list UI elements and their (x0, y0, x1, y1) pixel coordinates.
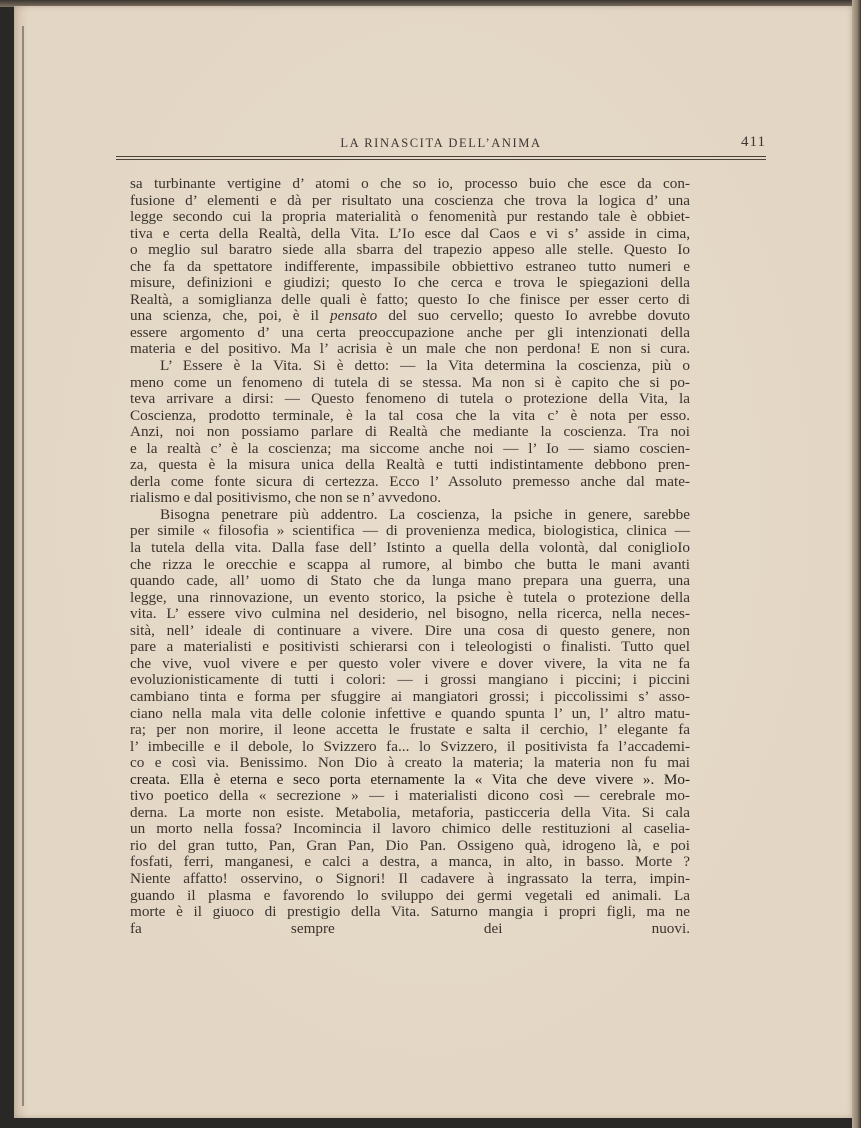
text-line: per simile « filosofia » scientifica — di provenienza medica, biologistica, clinica — (130, 522, 690, 540)
text-line: che fa da spettatore indifferente, impassibile obbiettivo estraneo tutto numeri e (130, 257, 690, 275)
text-line: Realtà, a somiglianza delle quali è fatto; questo Io che finisce per esser certo di (130, 290, 690, 308)
paragraph-end-line: rialismo e dal positivismo, che non se n’ avvedono. (130, 489, 442, 507)
text-line: sità, nell’ ideale di continuare a vivere. Dire una cosa di questo genere, non (130, 621, 690, 639)
text-line: fa sempre dei nuovi. (130, 919, 690, 937)
text-line: l’ imbecille e il debole, lo Svizzero fa... lo Svizzero, il positivista fa l’accademi- (130, 737, 690, 755)
gutter-shadow (22, 26, 24, 1106)
text-line: za, questa è la misura unica della Realtà e tutti indistintamente debbono pren- (130, 456, 690, 474)
text-line: Niente affatto! osservino, o Signori! Il cadavere à ingrassato la terra, impin- (130, 869, 690, 887)
text-line: un morto nella fossa? Incomincia il lavoro chimico delle restituzioni al caselia- (130, 820, 690, 838)
body-text (130, 176, 690, 937)
text-line: che rizza le orecchie e scappa al rumore, al bimbo che butta le mani avanti (130, 555, 690, 573)
text-line: Anzi, noi non possiamo parlare di Realtà che mediante la coscienza. Tra noi (130, 423, 690, 441)
text-line: tivo poetico della « secrezione » — i materialisti dicono così — cerebrale mo- (130, 787, 690, 805)
text-line: che vive, vuol vivere e per questo voler vivere e dover vivere, la vita ne fa (130, 654, 690, 672)
text-line: cambiano tinta e forma per sfuggire ai mangiatori grossi; i piccolissimi s’ asso- (130, 687, 690, 705)
text-line: evoluzionisticamente di tutti i colori: — i grossi mangiano i piccini; i piccini (130, 671, 690, 689)
text-fragment: una scienza, che, poi, è il (130, 307, 331, 325)
text-line: rio del gran tutto, Pan, Gran Pan, Dio Pan. Ossigeno quà, idrogeno là, e poi (130, 836, 690, 854)
text-line: fosfati, ferri, manganesi, e calci a destra, a manca, in alto, in basso. Morte ? (130, 853, 690, 871)
running-head (116, 136, 766, 158)
text-line: sa turbinante vertigine d’ atomi o che so io, processo buio che esce da con- (130, 175, 690, 192)
text-line: pare a materialisti e positivisti schierarsi con i teleologisti o finalisti. Tutto quel (130, 638, 690, 656)
text-line: materia e del positivo. Ma l’ acrisia è un male che non perdona! E non si cura. (130, 340, 690, 358)
text-line: misure, definizioni e giudizi; questo Io che cerca e trova le spiegazioni della (130, 274, 690, 292)
text-line: creata. Ella è eterna e seco porta eternamente la « Vita che deve vivere ». Mo- (130, 770, 690, 788)
text-line: vita. L’ essere vivo culmina nel desiderio, nel bisogno, nella ricerca, nella neces- (130, 605, 690, 623)
text-line-with-italic (130, 308, 690, 325)
text-line: o meglio sul baratro siede alla sbarra del trapezio appeso alle stelle. Questo Io (130, 241, 690, 259)
text-line: quando cade, all’ uomo di Stato che da lunga mano prepara una guerra, una (130, 572, 690, 590)
text-line: legge, una rinnovazione, un evento storico, la psiche è tutela o protezione della (130, 588, 690, 606)
text-line: meno come un fenomeno di tutela di se stessa. Ma non si è capito che si po- (130, 373, 690, 391)
paragraph-start-line: Bisogna penetrare più addentro. La coscienza, la psiche in genere, sarebbe (160, 505, 690, 523)
book-right-edge (852, 0, 861, 1128)
text-line: teva arrivare a dirsi: — Questo fenomeno di tutela o protezione della Vita, la (130, 390, 690, 408)
running-title: LA RINASCITA DELL’ANIMA (340, 136, 542, 150)
header-rule-top (116, 156, 766, 157)
text-line: derla come fonte sicura di certezza. Ecco l’ Assoluto premesso anche dal mate- (130, 472, 690, 490)
text-line: fusione d’ elementi e dà per risultato una coscienza che trova la logica d’ una (130, 191, 690, 209)
text-line: legge secondo cui la propria materialità o fenomenità pur restando tale è obbiet- (130, 208, 690, 226)
text-line: ciano nella mala vita delle colonie infettive e quando spunta l’ un, l’ altro matu- (130, 704, 690, 722)
text-line: derna. La morte non esiste. Metabolia, metaforia, pasticceria della Vita. Si cala (130, 803, 690, 821)
text-line: tiva e certa della Realtà, della Vita. L’Io esce dal Caos e vi s’ asside in cima, (130, 224, 690, 242)
text-line: ra; per non morire, il leone accetta le frustate e salta il cerchio, l’ elegante fa (130, 721, 690, 739)
text-line: co e così via. Benissimo. Non Dio à creato la materia; la materia non fu mai (130, 754, 690, 772)
page-number: 411 (741, 134, 766, 150)
header-rule-bottom (116, 159, 766, 160)
text-fragment: del suo cervello; questo Io avrebbe dovuto (377, 307, 690, 325)
italic-word: pensato (330, 307, 378, 325)
text-line: morte è il giuoco di prestigio della Vita. Saturno mangia i propri figli, ma ne (130, 903, 690, 921)
text-line: Coscienza, prodotto terminale, è la tal cosa che la vita c’ è nota per esso. (130, 406, 690, 424)
paragraph-start-line: L’ Essere è la Vita. Si è detto: — la Vita determina la coscienza, più o (160, 357, 690, 375)
text-line: e la realtà c’ è la coscienza; ma siccome anche noi — l’ Io — siamo coscien- (130, 439, 690, 457)
text-line: guando il plasma e favorendo lo sviluppo dei germi vegetali ed animali. La (130, 886, 690, 904)
text-line: essere argomento d’ una certa preoccupazione anche per gli intenzionati della (130, 323, 690, 341)
text-line: la tutela della vita. Dalla fase dell’ Istinto a quella della volontà, dal coniglioIo (130, 539, 690, 557)
